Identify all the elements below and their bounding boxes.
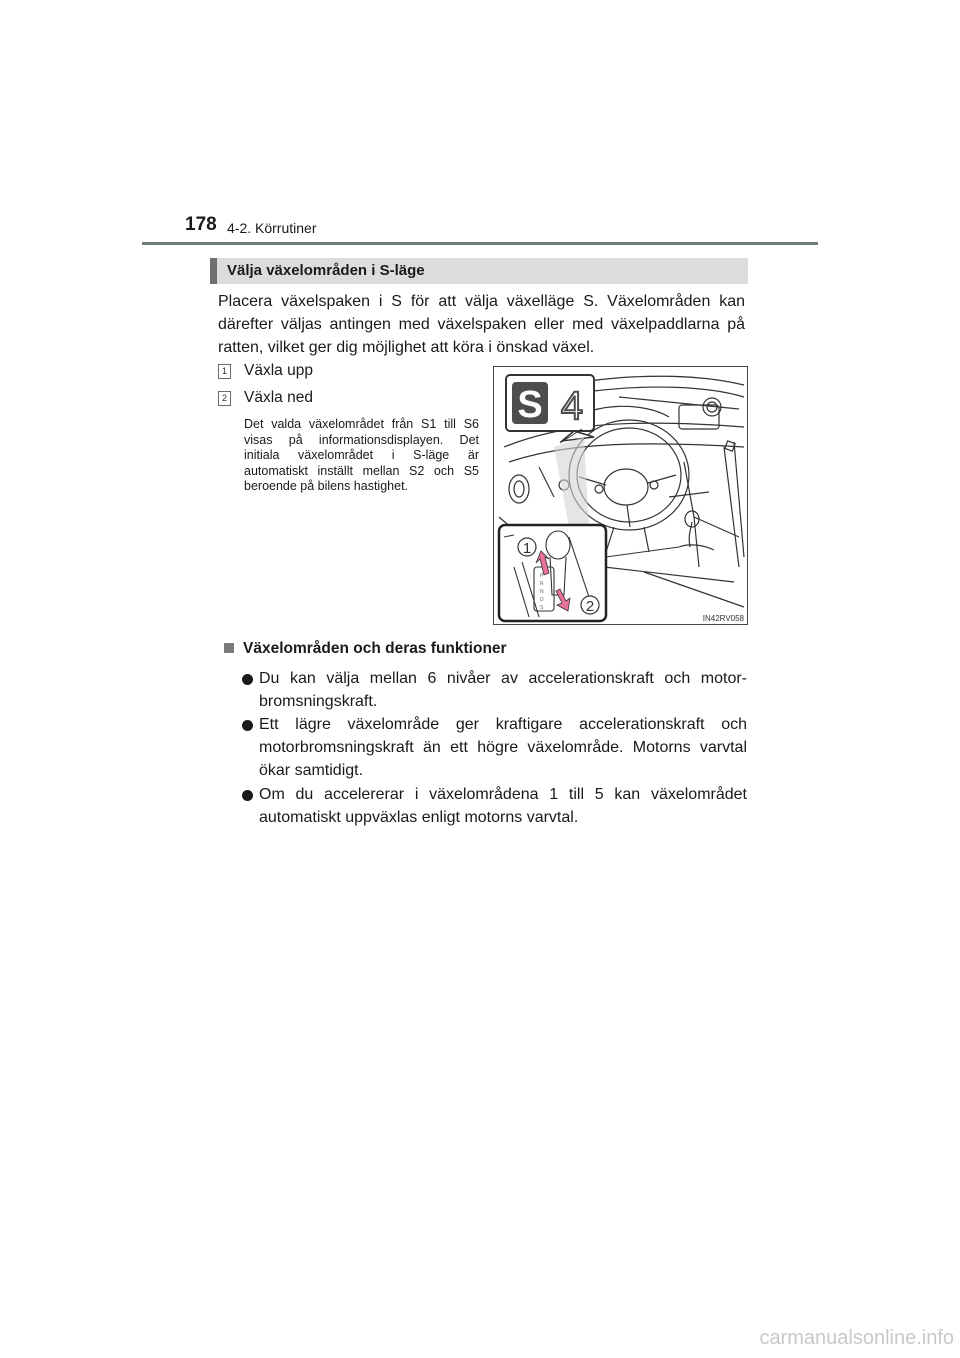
subsection-heading — [224, 640, 507, 658]
intro-paragraph: Placera växelspaken i S för att välja växelläge S. Växelområden kan därefter väljas antingen med växelspaken eller med växelpaddlarna på ratten, vilket ger dig möjlighet att köra i önskad växel. — [218, 293, 745, 356]
section-heading-bar — [210, 258, 748, 284]
step-label-shift-up: Växla upp — [244, 362, 313, 379]
callout-1: 1 — [522, 540, 532, 557]
step-number-1: 1 — [218, 364, 231, 379]
figure-code: IN42RV058 — [702, 614, 744, 623]
bullet-item: Ett lägre växelområde ger kraftigare accelerationskraft och motorbromsningskraft än ett högre växelområde. Motorns varvtal ökar samtidigt. — [259, 716, 747, 779]
svg-text:D: D — [540, 597, 544, 603]
bullet-item: Du kan välja mellan 6 nivåer av accelerationskraft och motor-bromsningskraft. — [259, 670, 747, 710]
step-number-2: 2 — [218, 391, 231, 406]
bullet-item: Om du accelererar i växelområdena 1 till 5 kan växelområdet automatiskt uppväxlas enligt motorns varvtal. — [259, 786, 747, 826]
svg-text:S: S — [540, 605, 544, 611]
svg-text:P: P — [540, 573, 544, 579]
square-bullet-icon — [224, 643, 234, 653]
gear-selector-illustration — [493, 366, 748, 625]
bullet-icon — [242, 674, 253, 685]
leader-band — [554, 437, 589, 527]
callout-2: 2 — [585, 598, 595, 615]
note-text: Det valda växelområdet från S1 till S6 visas på informationsdisplayen. Det initiala växelområdet i S-läge är automatiskt inställt mellan S2 och S5 beroende på bilens hastighet. — [244, 417, 479, 493]
svg-text:N: N — [540, 589, 544, 595]
section-heading: Välja växelområden i S-läge — [227, 262, 425, 279]
step-label-shift-down: Växla ned — [244, 389, 313, 406]
chapter-title: 4-2. Körrutiner — [227, 220, 317, 236]
svg-text:R: R — [540, 581, 544, 587]
footer-watermark: carmanualsonline.info — [759, 1327, 954, 1349]
bullet-icon — [242, 790, 253, 801]
bullet-icon — [242, 720, 253, 731]
display-letter: S — [517, 384, 543, 426]
page-number: 178 — [185, 214, 217, 235]
header-rule — [142, 242, 818, 245]
subsection-title: Växelområden och deras funktioner — [243, 640, 507, 657]
display-number: 4 — [560, 384, 584, 428]
